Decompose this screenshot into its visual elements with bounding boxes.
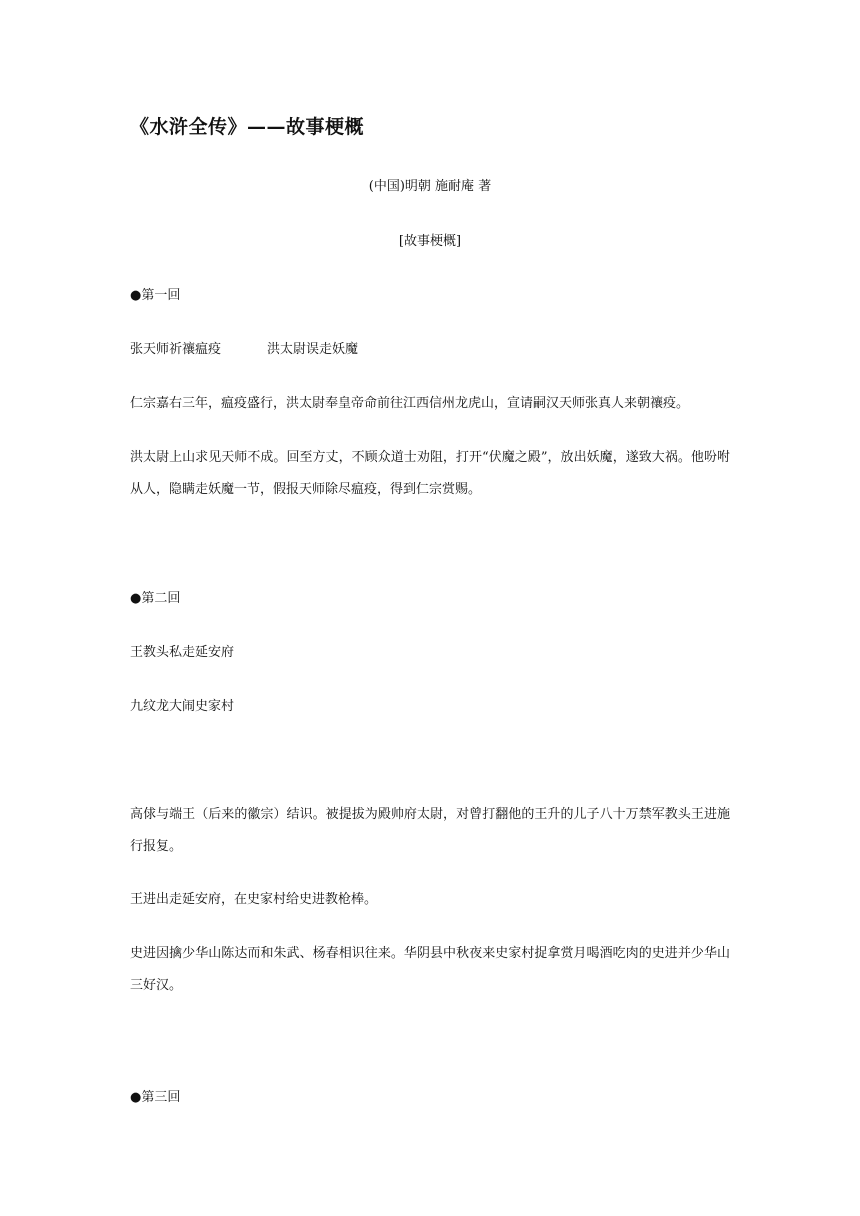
- couplet-line: 张天师祈禳瘟疫: [130, 342, 222, 357]
- chapter-couplet: [130, 343, 358, 356]
- paragraph: 仁宗嘉右三年，瘟疫盛行，洪太尉奉皇帝命前往江西信州龙虎山，宣请嗣汉天师张真人来朝禳疫。: [130, 396, 690, 411]
- paragraph: 史进因擒少华山陈达而和朱武、杨春相识往来。华阴县中秋夜来史家村捉拿赏月喝酒吃肉的史进并少华山三好汉。: [130, 946, 730, 993]
- chapter-heading: ●第三回: [130, 1090, 181, 1105]
- section-label: [故事梗概]: [398, 234, 462, 249]
- chapter-heading: ●第一回: [130, 288, 181, 303]
- document-title: 《水浒全传》——故事梗概: [130, 116, 365, 138]
- chapter-heading: ●第二回: [130, 591, 181, 606]
- paragraph: 高俅与端王（后来的徽宗）结识。被提拔为殿帅府太尉，对曾打翻他的王升的儿子八十万禁军教头王进施行报复。: [130, 807, 730, 854]
- author-line: (中国)明朝 施耐庵 著: [368, 179, 492, 194]
- paragraph: 洪太尉上山求见天师不成。回至方丈，不顾众道士劝阻，打开“伏魔之殿”，放出妖魔，遂致大祸。他吩咐从人，隐瞒走妖魔一节，假报天师除尽瘟疫，得到仁宗赏赐。: [130, 450, 730, 497]
- couplet-line: 洪太尉误走妖魔: [267, 342, 359, 357]
- paragraph: 王进出走延安府，在史家村给史进教枪棒。: [130, 892, 378, 907]
- couplet-line: 九纹龙大闹史家村: [130, 699, 235, 714]
- couplet-line: 王教头私走延安府: [130, 645, 235, 660]
